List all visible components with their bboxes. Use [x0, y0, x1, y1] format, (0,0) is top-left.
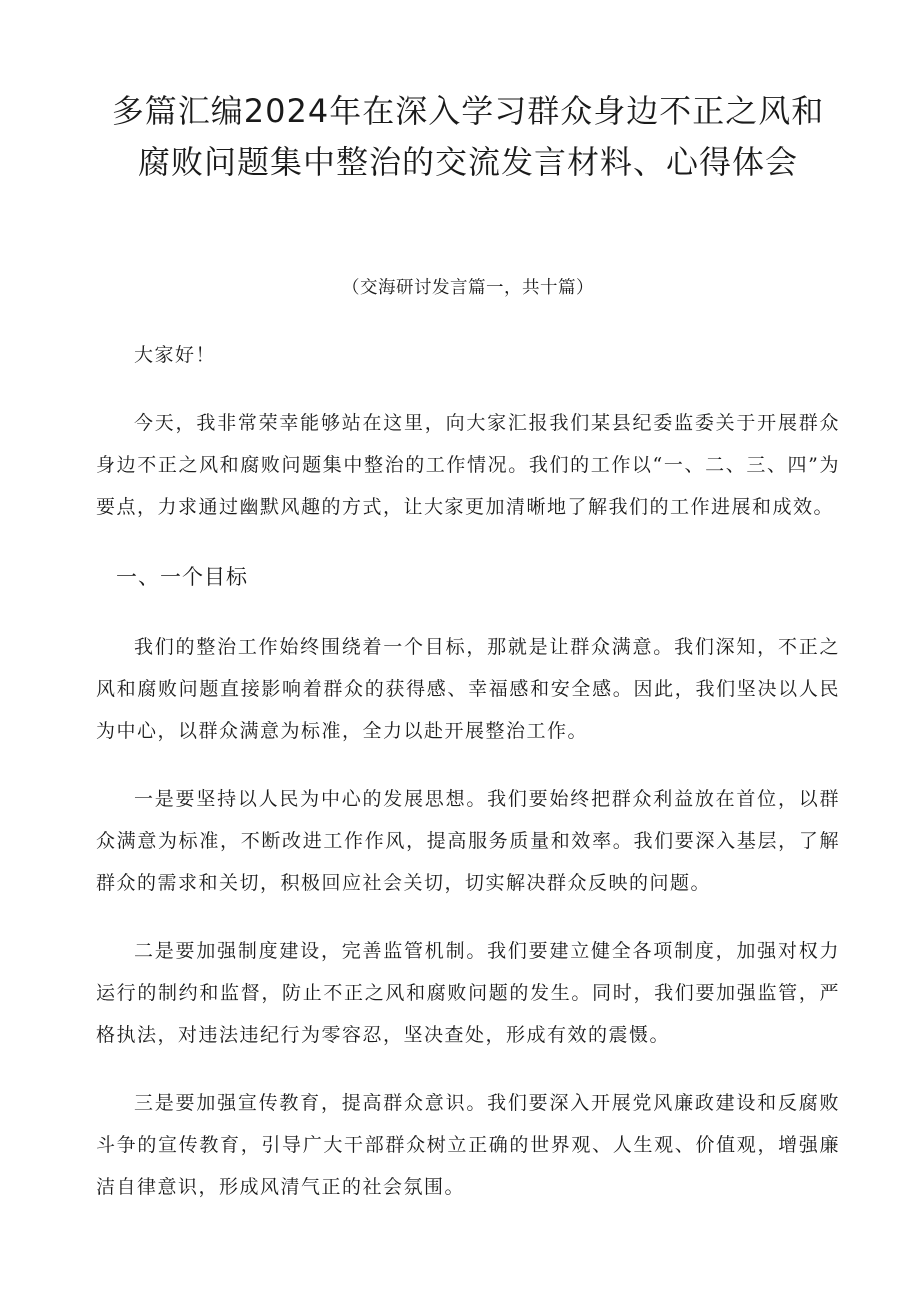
body-paragraph-3: 二是要加强制度建设，完善监管机制。我们要建立健全各项制度，加强对权力运行的制约和监督，防止不正之风和腐败问题的发生。同时，我们要加强监管，严格执法，对违法违纪行为零容忍，坚决查处，形成有效的震慑。 [96, 940, 840, 1046]
body-paragraph-1: 我们的整治工作始终围绕着一个目标，那就是让群众满意。我们深知，不正之风和腐败问题直接影响着群众的获得感、幸福感和安全感。因此，我们坚决以人民为中心，以群众满意为标准，全力以赴开展整治工作。 [96, 636, 840, 742]
intro-paragraph: 今天，我非常荣幸能够站在这里，向大家汇报我们某县纪委监委关于开展群众身边不正之风和腐败问题集中整治的工作情况。我们的工作以“一、二、三、四”为要点，力求通过幽默风趣的方式，让大家更加清晰地了解我们的工作进展和成效。 [96, 412, 840, 518]
section-heading: 一、一个目标 [116, 565, 248, 589]
document-subtitle: （交海研讨发言篇一，共十篇） [342, 278, 594, 298]
document-title: 多篇汇编2024年在深入学习群众身边不正之风和腐败问题集中整治的交流发言材料、心得体会 [111, 92, 825, 181]
body-paragraph-2: 一是要坚持以人民为中心的发展思想。我们要始终把群众利益放在首位，以群众满意为标准，不断改进工作作风，提高服务质量和效率。我们要深入基层，了解群众的需求和关切，积极回应社会关切，切实解决群众反映的问题。 [96, 788, 840, 894]
greeting-line: 大家好！ [134, 344, 217, 366]
body-paragraph-4: 三是要加强宣传教育，提高群众意识。我们要深入开展党风廉政建设和反腐败斗争的宣传教育，引导广大干部群众树立正确的世界观、人生观、价值观，增强廉洁自律意识，形成风清气正的社会氛围。 [96, 1092, 840, 1198]
